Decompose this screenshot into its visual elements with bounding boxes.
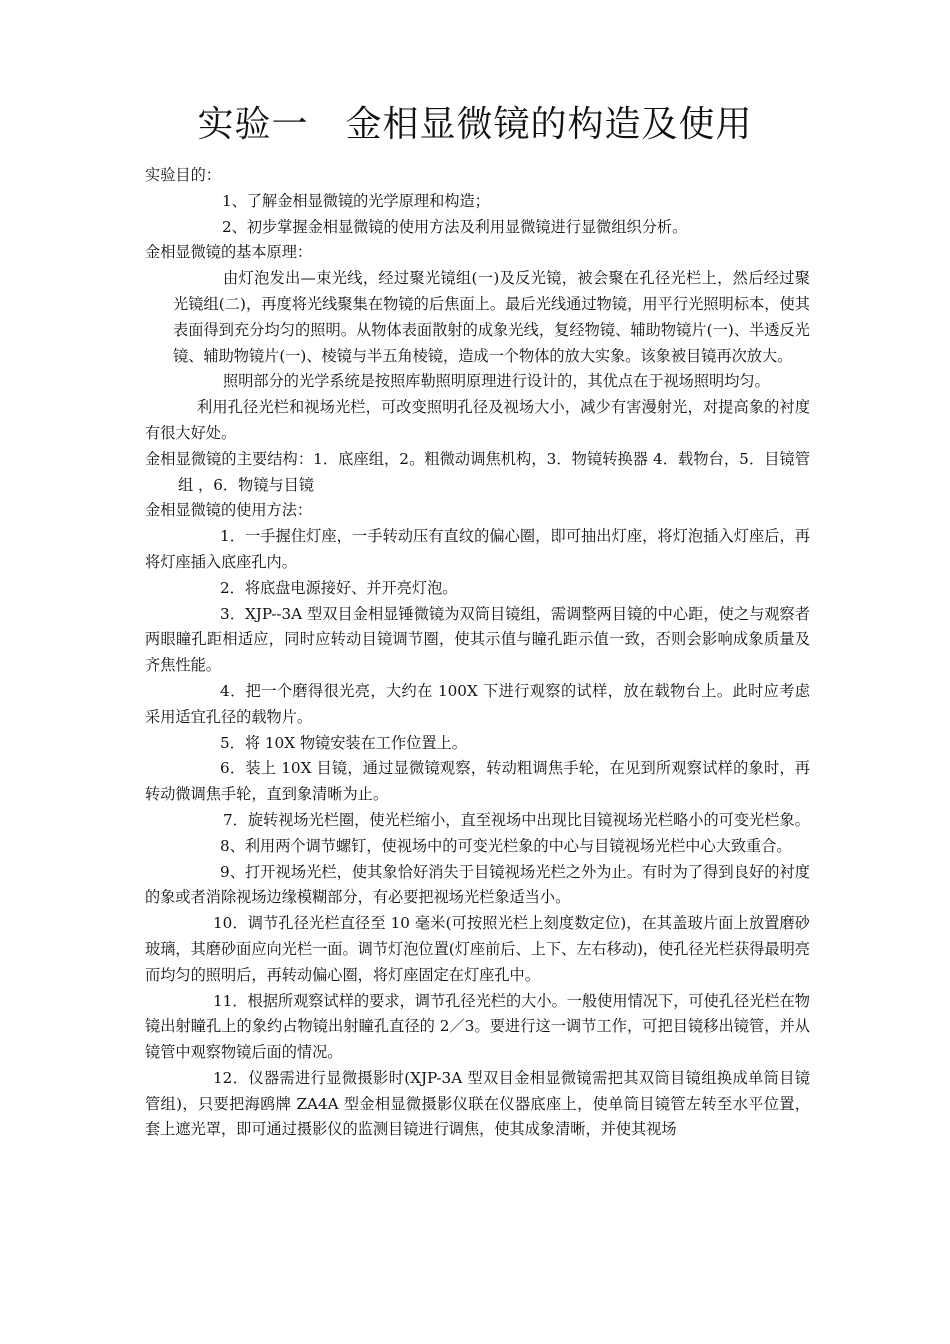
- principle-paragraph: 由灯泡发出—束光线，经过聚光镜组(一)及反光镜，被会聚在孔径光栏上，然后经过聚光镜组(二)，再度将光线聚集在物镜的后焦面上。最后光线通过物镜，用平行光照明标本，使其表面得到充分均匀的照明。从物体表面散射的成象光线，复经物镜、辅助物镜片(一)、半透反光镜、辅助物镜片(一)、棱镜与半五角棱镜，造成一个物体的放大实象。该象被目镜再次放大。: [173, 269, 810, 365]
- usage-step: 2．将底盘电源接好、并开亮灯泡。: [220, 578, 458, 597]
- structure-paragraph: 金相显微镜的主要结构：1．底座组，2。粗微动调焦机构，3．物镜转换器 4．载物台，5．目镜管组 ，6．物镜与目镜: [145, 449, 810, 494]
- usage-step: 8、利用两个调节螺钉，使视场中的可变光栏象的中心与目镜视场光栏中心大致重合。: [220, 836, 792, 855]
- usage-step: 4．把一个磨得很光亮，大约在 100X 下进行观察的试样，放在载物台上。此时应考虑采用适宜孔径的载物片。: [145, 681, 810, 726]
- document-title: 实验一 金相显微镜的构造及使用: [197, 104, 753, 145]
- usage-step: 7．旋转视场光栏圈，使光栏缩小，直至视场中出现比目镜视场光栏略小的可变光栏象。: [223, 810, 810, 829]
- usage-heading: 金相显微镜的使用方法：: [145, 501, 313, 520]
- purpose-item: 2、初步掌握金相显微镜的使用方法及利用显微镜进行显微组织分析。: [222, 217, 688, 236]
- principle-paragraph: 照明部分的光学系统是按照库勒照明原理进行设计的，其优点在于视场照明均匀。: [223, 372, 770, 391]
- usage-step: 1．一手握住灯座，一手转动压有直纹的偏心圈，即可抽出灯座，将灯泡插入灯座后，再将灯座插入底座孔内。: [145, 527, 810, 571]
- purpose-heading: 实验目的：: [145, 166, 221, 184]
- principle-heading: 金相显微镜的基本原理：: [145, 243, 313, 262]
- usage-step: 6．装上 10X 目镜，通过显微镜观察，转动粗调焦手轮，在见到所观察试样的象时，再转动微调焦手轮，直到象清晰为止。: [145, 759, 810, 804]
- usage-step: 11．根据所观察试样的要求，调节孔径光栏的大小。一般使用情况下，可使孔径光栏在物镜出射瞳孔上的象约占物镜出射瞳孔直径的 2／3。要进行这一调节工作，可把目镜移出镜管，并从镜管中观察物镜后面的情况。: [145, 991, 810, 1062]
- usage-step: 9、打开视场光栏，使其象恰好消失于目镜视场光栏之外为止。有时为了得到良好的衬度的象或者消除视场边缘模糊部分，有必要把视场光栏象适当小。: [145, 862, 810, 907]
- document-body: [145, 163, 810, 1143]
- usage-step: 5．将 10X 物镜安装在工作位置上。: [220, 733, 467, 752]
- principle-paragraph: 利用孔径光栏和视场光栏，可改变照明孔径及视场大小，减少有害漫射光，对提高象的衬度有很大好处。: [145, 398, 810, 442]
- usage-step: 3．XJP--3A 型双目金相显锤微镜为双筒目镜组，需调整两目镜的中心距，使之与观察者两眼瞳孔距相适应，同时应转动目镜调节圈，使其示值与瞳孔距示值一致，否则会影响成象质量及齐焦性能。: [145, 604, 810, 675]
- usage-step: 12．仪器需进行显微摄影时(XJP-3A 型双目金相显微镜需把其双筒目镜组换成单筒目镜管组)，只要把海鸥牌 ZA4A 型金相显微摄影仪联在仪器底座上，使单筒目镜管左转至水平位置，套上遮光罩，即可通过摄影仪的监测目镜进行调焦，使其成象清晰，并使其视场: [145, 1068, 810, 1139]
- purpose-item: 1、了解金相显微镜的光学原理和构造；: [222, 191, 490, 210]
- usage-step: 10．调节孔径光栏直径至 10 毫米(可按照光栏上刻度数定位)，在其盖玻片面上放置磨砂玻璃，其磨砂面应向光栏一面。调节灯泡位置(灯座前后、上下、左右移动)，使孔径光栏获得最明亮而均匀的照明后，再转动偏心圈，将灯座固定在灯座孔中。: [145, 914, 810, 984]
